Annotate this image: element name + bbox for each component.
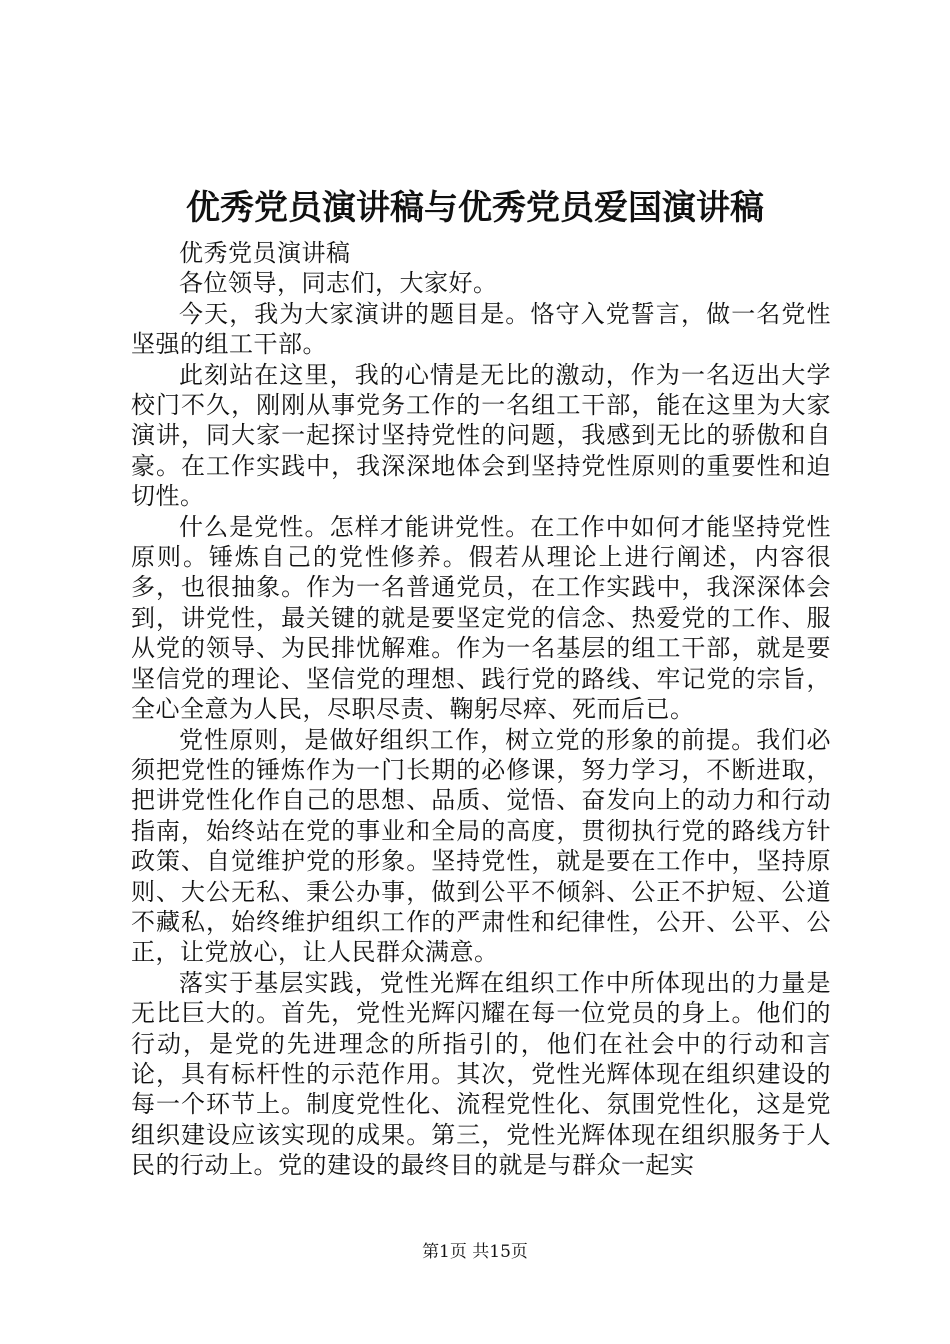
paragraph: 党性原则，是做好组织工作，树立党的形象的前提。我们必须把党性的锤炼作为一门长期的必修课，努力学习，不断进取，把讲党性化作自己的思想、品质、觉悟、奋发向上的动力和行动指南，始终站在党的事业和全局的高度，贯彻执行党的路线方针政策、自觉维护党的形象。坚持党性，就是要在工作中，坚持原则、大公无私、秉公办事，做到公平不倾斜、公正不护短、公道不藏私，始终维护组织工作的严肃性和纪律性，公开、公平、公正，让党放心，让人民群众满意。 [131,725,831,967]
page-number-footer: 第1页 共15页 [422,1242,528,1262]
document-title: 优秀党员演讲稿与优秀党员爱国演讲稿 [186,188,764,228]
paragraph-greeting: 各位领导，同志们，大家好。 [179,269,498,298]
paragraph: 今天，我为大家演讲的题目是。恪守入党誓言，做一名党性坚强的组工干部。 [131,299,831,359]
paragraph-heading: 优秀党员演讲稿 [179,239,351,267]
paragraph: 什么是党性。怎样才能讲党性。在工作中如何才能坚持党性原则。锤炼自己的党性修养。假若从理论上进行阐述，内容很多，也很抽象。作为一名普通党员，在工作实践中，我深深体会到，讲党性，最关键的就是要坚定党的信念、热爱党的工作、服从党的领导、为民排忧解难。作为一名基层的组工干部，就是要坚信党的理论、坚信党的理想、践行党的路线、牢记党的宗旨，全心全意为人民，尽职尽责、鞠躬尽瘁、死而后已。 [131,512,831,724]
document-body [131,238,831,1181]
paragraph: 落实于基层实践，党性光辉在组织工作中所体现出的力量是无比巨大的。首先，党性光辉闪耀在每一位党员的身上。他们的行动，是党的先进理念的所指引的，他们在社会中的行动和言论，具有标杆性的示范作用。其次，党性光辉体现在组织建设的每一个环节上。制度党性化、流程党性化、氛围党性化，这是党组织建设应该实现的成果。第三，党性光辉体现在组织服务于人民的行动上。党的建设的最终目的就是与群众一起实 [131,968,831,1180]
paragraph: 此刻站在这里，我的心情是无比的激动，作为一名迈出大学校门不久，刚刚从事党务工作的一名组工干部，能在这里为大家演讲，同大家一起探讨坚持党性的问题，我感到无比的骄傲和自豪。在工作实践中，我深深地体会到坚持党性原则的重要性和迫切性。 [131,360,831,511]
